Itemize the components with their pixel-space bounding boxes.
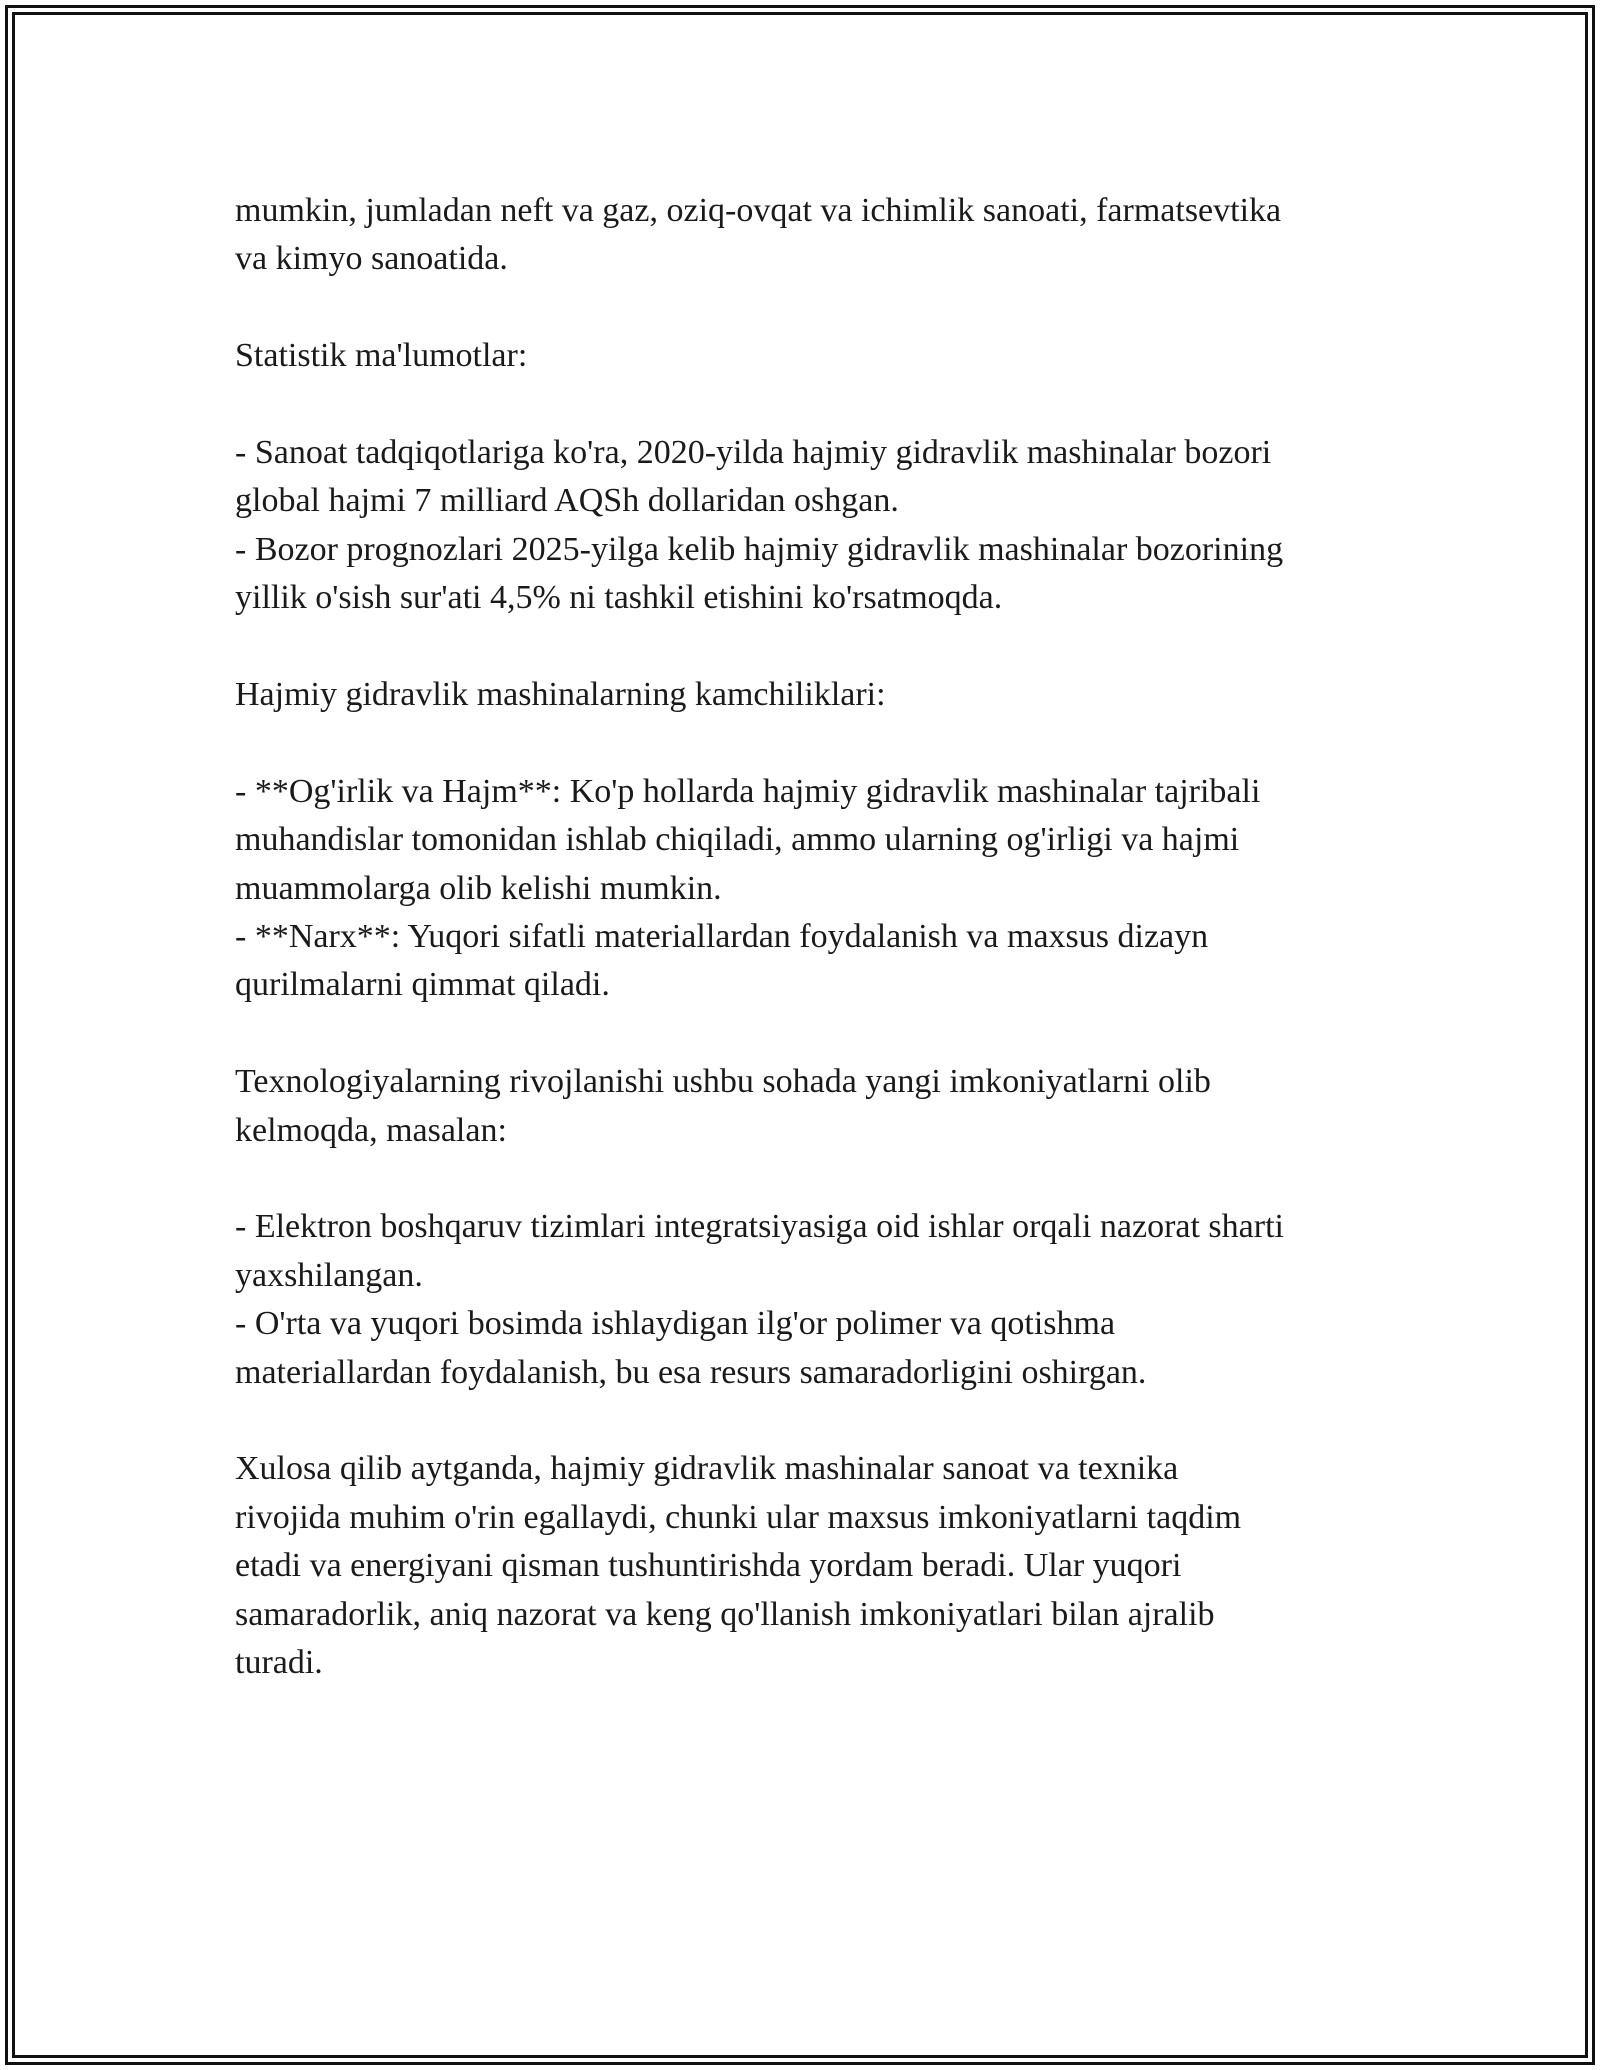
paragraph-intro-continuation: [235, 187, 1395, 284]
text-line: Xulosa qilib aytganda, hajmiy gidravlik mashinalar sanoat va texnika: [235, 1450, 1179, 1488]
list-item-line: - **Narx**: Yuqori sifatli materiallardan foydalanish va maxsus dizayn: [235, 918, 1209, 956]
list-item-line: - Bozor prognozlari 2025-yilga kelib hajmiy gidravlik mashinalar bozorining: [235, 530, 1284, 568]
paragraph-gap: [235, 719, 1395, 767]
paragraph-gap: [235, 1155, 1395, 1203]
text-line: kelmoqda, masalan:: [235, 1111, 507, 1149]
text-line: Texnologiyalarning rivojlanishi ushbu sohada yangi imkoniyatlarni olib: [235, 1063, 1211, 1101]
heading-statistics: [235, 332, 1395, 380]
list-statistics: [235, 429, 1395, 623]
list-drawbacks: [235, 768, 1395, 1010]
text-line: mumkin, jumladan neft va gaz, oziq-ovqat va ichimlik sanoati, farmatsevtika: [235, 192, 1282, 229]
paragraph-conclusion: [235, 1445, 1395, 1687]
text-line: va kimyo sanoatida.: [235, 240, 508, 278]
paragraph-gap: [235, 1397, 1395, 1445]
list-item-line: muammolarga olib kelishi mumkin.: [235, 869, 722, 907]
list-technology: [235, 1203, 1395, 1397]
list-item-line: global hajmi 7 milliard AQSh dollaridan oshgan.: [235, 482, 899, 520]
list-item-line: - O'rta va yuqori bosimda ishlaydigan ilg'or polimer va qotishma: [235, 1305, 1116, 1343]
text-line: Statistik ma'lumotlar:: [235, 337, 528, 375]
text-line: etadi va energiyani qisman tushuntirishda yordam beradi. Ular yuqori: [235, 1547, 1182, 1585]
text-line: rivojida muhim o'rin egallaydi, chunki ular maxsus imkoniyatlarni taqdim: [235, 1498, 1242, 1536]
text-line: Hajmiy gidravlik mashinalarning kamchiliklari:: [235, 676, 886, 714]
list-item-line: - Elektron boshqaruv tizimlari integratsiyasiga oid ishlar orqali nazorat sharti: [235, 1208, 1284, 1246]
text-line: turadi.: [235, 1644, 323, 1682]
list-item-line: materiallardan foydalanish, bu esa resurs samaradorligini oshirgan.: [235, 1353, 1147, 1391]
paragraph-gap: [235, 1010, 1395, 1058]
list-item-line: - Sanoat tadqiqotlariga ko'ra, 2020-yilda hajmiy gidravlik mashinalar bozori: [235, 434, 1272, 471]
document-body: [235, 187, 1395, 1687]
list-item-line: yaxshilangan.: [235, 1256, 423, 1294]
paragraph-gap: [235, 381, 1395, 429]
list-item-line: yillik o'sish sur'ati 4,5% ni tashkil etishini ko'rsatmoqda.: [235, 579, 1003, 617]
paragraph-gap: [235, 284, 1395, 332]
text-line: samaradorlik, aniq nazorat va keng qo'llanish imkoniyatlari bilan ajralib: [235, 1595, 1215, 1633]
list-item-line: - **Og'irlik va Hajm**: Ko'p hollarda hajmiy gidravlik mashinalar tajribali: [235, 772, 1261, 810]
list-item-line: muhandislar tomonidan ishlab chiqiladi, ammo ularning og'irligi va hajmi: [235, 821, 1240, 859]
heading-drawbacks: [235, 671, 1395, 719]
list-item-line: qurilmalarni qimmat qiladi.: [235, 966, 610, 1004]
paragraph-technology: [235, 1058, 1395, 1155]
paragraph-gap: [235, 623, 1395, 671]
